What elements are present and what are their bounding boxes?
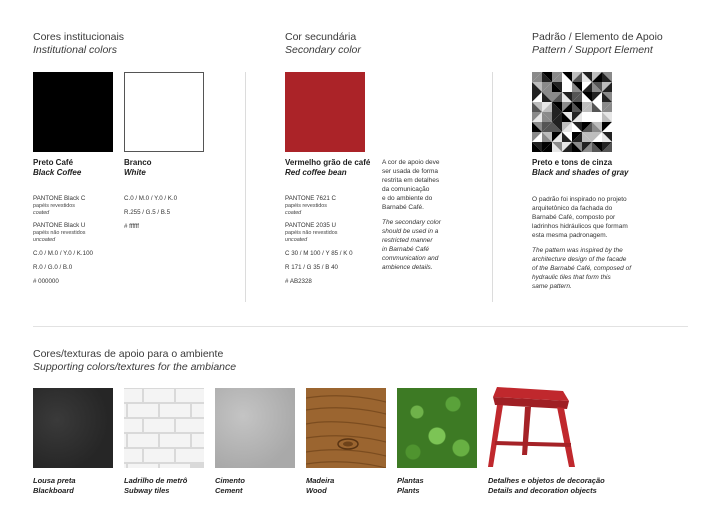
institutional-subtitle: Institutional colors <box>33 44 118 56</box>
desc-en-line: ambience details. <box>382 264 433 271</box>
texture-label: Plantas Plants <box>397 476 424 495</box>
rgb-value: R.255 / G.5 / B.5 <box>124 209 171 216</box>
black-coffee-name-en: Black Coffee <box>33 168 82 177</box>
textures-subtitle: Supporting colors/textures for the ambiance <box>33 361 237 373</box>
desc-pt-line: A cor de apoio deve <box>382 159 440 166</box>
desc-pt-line: Barnabé Café, composto por <box>532 214 616 221</box>
pantone-c-note-en: coated <box>285 210 302 216</box>
cmyk-value: C.0 / M.0 / Y.0 / K.0 <box>124 195 178 202</box>
hex-value: # AB2328 <box>285 278 312 285</box>
pantone-u-note-en: uncoated <box>285 237 308 243</box>
desc-pt-line: ladrinhos hidráulicos que formam <box>532 223 628 230</box>
desc-pt-line: ser usada de forma <box>382 168 439 175</box>
black-coffee-specs <box>33 195 93 286</box>
desc-pt-line: esta mesma padronagem. <box>532 232 608 239</box>
red-coffee-swatch <box>285 72 365 152</box>
pantone-u: PANTONE 2035 U <box>285 222 337 229</box>
divider <box>492 72 493 302</box>
divider <box>245 72 246 302</box>
cement-texture <box>215 388 295 468</box>
desc-en-line: restricted manner <box>382 237 433 244</box>
white-specs <box>124 195 177 231</box>
white-name-en: White <box>124 168 146 177</box>
pantone-c: PANTONE Black C <box>33 195 86 202</box>
secondary-subtitle: Secondary color <box>285 44 361 56</box>
blackboard-texture <box>33 388 113 468</box>
desc-en-line: communication and <box>382 255 439 262</box>
hex-value: # ffffff <box>124 223 139 230</box>
pantone-c: PANTONE 7621 C <box>285 195 337 202</box>
pattern-name: Preto e tons de cinza <box>532 158 613 167</box>
cmyk-value: C 30 / M 100 / Y 85 / K 0 <box>285 250 353 257</box>
black-coffee-swatch <box>33 72 113 152</box>
hydraulic-tile-pattern <box>532 72 612 152</box>
texture-label: Lousa preta Blackboard <box>33 476 76 495</box>
plants-texture <box>397 388 477 468</box>
hex-value: # 000000 <box>33 278 59 285</box>
texture-label: Ladrilho de metrô Subway tiles <box>124 476 188 495</box>
texture-label: Cimento Cement <box>215 476 245 495</box>
red-coffee-name: Vermelho grão de café <box>285 158 371 167</box>
pantone-c-note: papéis revestidos <box>285 203 327 209</box>
pantone-u: PANTONE Black U <box>33 222 86 229</box>
desc-en-line: should be used in a <box>382 228 439 235</box>
wood-texture <box>306 388 386 468</box>
texture-label: Madeira Wood <box>306 476 335 495</box>
desc-en-line: The secondary color <box>382 219 441 226</box>
desc-en-line: hydraulic tiles that form this <box>532 274 611 281</box>
red-stool-image <box>487 385 577 469</box>
desc-en-line: architecture design of the facade <box>532 256 627 263</box>
desc-pt-line: Barnabé Café. <box>382 204 424 211</box>
textures-title: Cores/texturas de apoio para o ambiente <box>33 348 224 360</box>
desc-pt-line: restrita em detalhes <box>382 177 440 184</box>
secondary-description <box>382 158 482 272</box>
desc-pt-line: da comunicação <box>382 186 430 193</box>
subway-tiles-texture <box>124 388 204 468</box>
secondary-title: Cor secundária <box>285 31 357 43</box>
desc-en-line: of the Barnabé Café, composed of <box>532 265 632 272</box>
desc-en-line: The pattern was inspired by the <box>532 247 623 254</box>
section-divider <box>33 326 688 327</box>
pantone-u-note-en: uncoated <box>33 237 56 243</box>
pattern-title: Padrão / Elemento de Apoio <box>532 31 663 43</box>
black-coffee-name: Preto Café <box>33 158 74 167</box>
pattern-subtitle: Pattern / Support Element <box>532 44 653 56</box>
pantone-c-note: papéis revestidos <box>33 203 75 209</box>
white-swatch <box>124 72 204 152</box>
desc-pt-line: O padrão foi inspirado no projeto <box>532 196 627 203</box>
institutional-title: Cores institucionais <box>33 31 125 43</box>
desc-en-line: in Barnabé Café <box>382 246 429 253</box>
pattern-description <box>532 195 682 291</box>
rgb-value: R 171 / G 35 / B 40 <box>285 264 338 271</box>
red-coffee-specs <box>285 195 353 286</box>
pantone-u-note: papéis não revestidos <box>33 230 86 236</box>
rgb-value: R.0 / G.0 / B.0 <box>33 264 73 271</box>
desc-en-line: same pattern. <box>532 283 572 290</box>
pantone-c-note-en: coated <box>33 210 50 216</box>
red-coffee-name-en: Red coffee bean <box>285 168 347 177</box>
pantone-u-note: papéis não revestidos <box>285 230 338 236</box>
cmyk-value: C.0 / M.0 / Y.0 / K.100 <box>33 250 93 257</box>
desc-pt-line: arquitetônico da fachada do <box>532 205 613 212</box>
white-name: Branco <box>124 158 152 167</box>
pattern-name-en: Black and shades of gray <box>532 168 629 177</box>
desc-pt-line: e do ambiente do <box>382 195 433 202</box>
texture-label: Detalhes e objetos de decoração Details and decoration objects <box>488 476 605 495</box>
